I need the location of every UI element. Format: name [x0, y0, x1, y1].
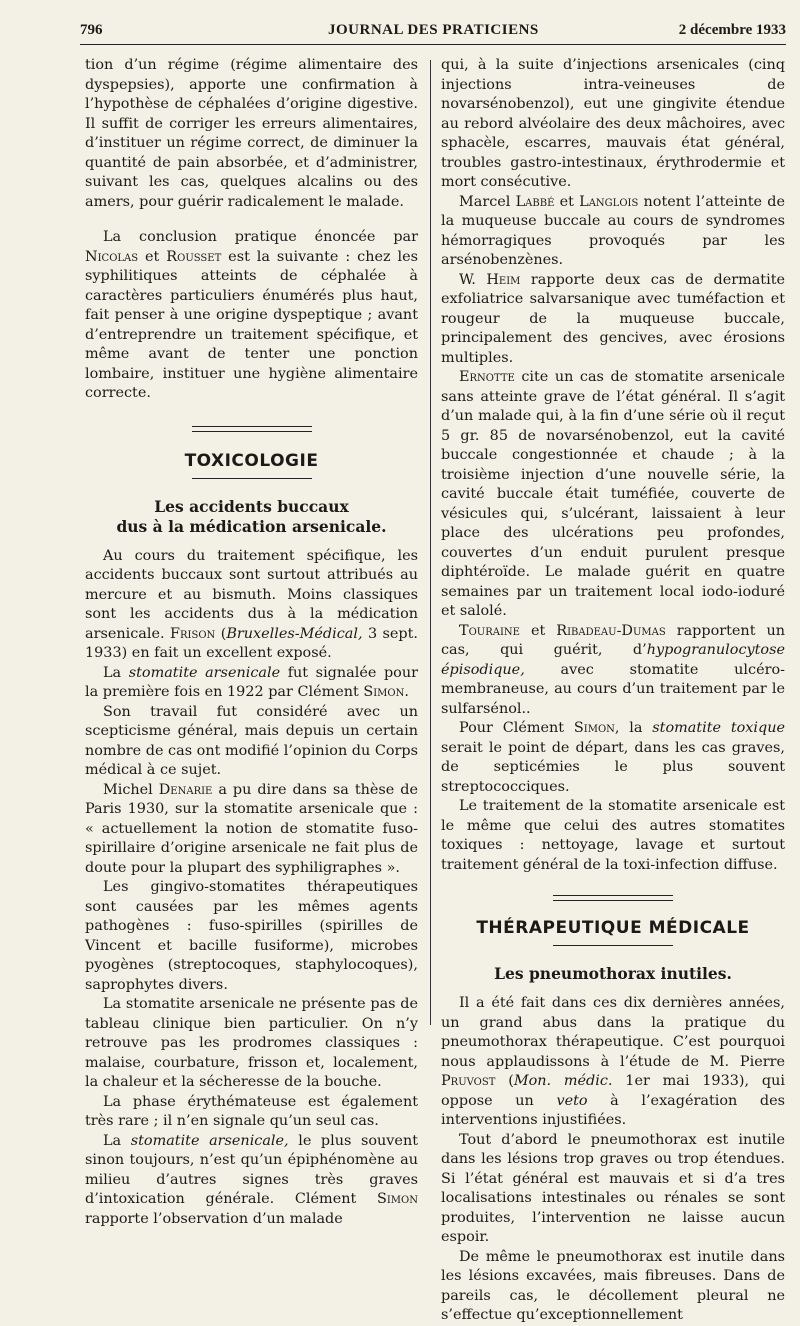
page-number: 796 [80, 22, 103, 38]
paragraph: La phase érythémateuse est également très rare ; il n’en signale qu’un seul cas. [85, 1093, 418, 1129]
paragraph: Pour Clément Simon, la stomatite toxique serait le point de départ, dans les cas graves, de septicémies le plus souvent streptococciques. [441, 720, 785, 795]
author-name: Langlois [579, 193, 639, 210]
paragraph: La stomatite arsenicale, le plus souvent sinon toujours, n’est qu’un épiphénomène au milieu d’autres signes très graves d’intoxication générale. Clément Simon rapporte l’observation d’un malade [85, 1132, 419, 1227]
paragraph: Ernotte cite un cas de stomatite arsenicale sans atteinte grave de l’état général. Il s’agit d’un malade qui, à la fin d’une série où il reçut 5 gr. 85 de novarsénobenzol, eut la cavité buccale congestionnée et chaude ; à la troisième injection d’une nouvelle série, la cavité buccale était tuméfiée, couverte de vésicules qui, s’ulcérant, laissaient à leur place des ulcérations peu profondes, couvertes d’un enduit purulent presque diphtéroïde. Le malade guérit en quatre semaines par un traitement local iodo-ioduré et salolé. [441, 369, 785, 619]
author-name: Simon [363, 684, 405, 700]
paragraph: Les gingivo-stomatites thérapeutiques sont causées par les mêmes agents pathogènes : fuso-spirilles (spirilles de Vincent et bacille fusiforme), microbes pyogènes (streptocoques, staphylocoques), saprophytes divers. [85, 879, 418, 993]
paragraph: Au cours du traitement spécifique, les accidents buccaux sont surtout attribués au mercure et au bismuth. Moins classiques sont les accidents dus à la médication arsenicale. Frison (Bruxelles-Médical, 3 sept. 1933) en fait un excellent exposé. [85, 547, 419, 661]
paragraph: La conclusion pratique énoncée par Nicolas et Rousset est la suivante : chez les syphilitiques atteints de céphalée à caractères particuliers énumérés plus haut, fait penser à une origine dyspeptique ; avant d’entreprendre un traitement spécifique, et même avant de tenter une ponction lombaire, instituer une hygiène alimentaire correcte. [85, 229, 419, 401]
paragraph: La stomatite arsenicale fut signalée pour la première fois en 1922 par Clément Simon. [85, 664, 418, 700]
article-title: Les pneumothorax inutiles. [494, 964, 732, 983]
left-column [85, 56, 418, 1229]
author-name: Ernotte [459, 369, 515, 385]
article-title: dus à la médication arsenicale. [116, 516, 387, 536]
right-column [441, 56, 785, 1326]
paragraph: Touraine et Ribadeau-Dumas rapportent un cas, qui guérit, d’hypogranulocytose épisodique, avec stomatite ulcéro-membraneuse, au cours d’un traitement par le sulfarsénol.. [441, 622, 785, 717]
section-title: TOXICOLOGIE [184, 450, 319, 471]
paragraph: De même le pneumothorax est inutile dans les lésions excavées, mais fibreuses. Dans de pareils cas, le décollement pleural ne s’effectue qu’exceptionnellement [441, 1248, 785, 1323]
author-name: Pruvost [441, 1073, 496, 1089]
paragraph: W. Heim rapporte deux cas de dermatite exfoliatrice salvarsanique avec tuméfaction et rougeur de la muqueuse buccale, principalement des gencives, avec érosions multiples. [441, 271, 785, 366]
author-name: Simon [573, 720, 615, 736]
paragraph: Le traitement de la stomatite arsenicale est le même que celui des autres stomatites toxiques : nettoyage, lavage et surtout traitement général de la toxi-infection diffuse. [441, 798, 785, 873]
author-name: Labbé [515, 193, 555, 210]
author-name: Touraine [459, 622, 520, 639]
journal-title: JOURNAL DES PRATICIENS [328, 22, 539, 38]
paragraph: Michel Denarie a pu dire dans sa thèse de Paris 1930, sur la stomatite arsenicale que : « actuellement la notion de stomatite fuso-spirillaire d’origine arsenicale ne fait plus de doute pour la plupart des syphiligraphes ». [85, 781, 419, 876]
section-title: THÉRAPEUTIQUE MÉDICALE [476, 918, 750, 938]
paragraph: Tout d’abord le pneumothorax est inutile dans les lésions trop graves ou trop étendues. Si l’état général est mauvais et si d’a tres localisations intestinales ou rénales se sont produites, l’intervention ne laisse aucun espoir. [441, 1131, 785, 1245]
column-divider [430, 60, 431, 1025]
issue-date: 2 décembre 1933 [678, 22, 786, 38]
author-name: Rousset [166, 248, 222, 265]
author-name: Ribadeau-Dumas [556, 622, 666, 639]
author-name: Heim [486, 271, 521, 288]
paragraph: La stomatite arsenicale ne présente pas de tableau clinique bien particulier. On n’y retrouve pas les prodromes classiques : malaise, courbature, frisson et, localement, la chaleur et la sécheresse de la bouche. [85, 996, 418, 1090]
author-name: Frison [170, 625, 216, 642]
page-header [80, 14, 786, 45]
paragraph: tion d’un régime (régime alimentaire des dyspepsies), apporte une confirmation à l’hypothèse de céphalées d’origine digestive. Il suffit de corriger les erreurs alimentaires, d’instituer un régime correct, de diminuer la quantité de pain absorbée, et d’administrer, suivant les cas, quelques alcalins ou des amers, pour guérir radicalement le malade. [85, 57, 418, 210]
article-title: Les accidents buccaux [154, 496, 349, 516]
paragraph: qui, à la suite d’injections arsenicales (cinq injections intra-veineuses de novarsénobenzol), eut une gingivite étendue au rebord alvéolaire des deux mâchoires, avec sphacèle, escarres, mauvais état général, troubles gastro-intestinaux, érythrodermie et mort consécutive. [441, 57, 785, 190]
author-name: Denarie [158, 781, 213, 798]
author-name: Simon [377, 1191, 418, 1207]
paragraph: Il a été fait dans ces dix dernières années, un grand abus dans la pratique du pneumothorax thérapeutique. C’est pourquoi nous applaudissons à l’étude de M. Pierre Pruvost (Mon. médic. 1er mai 1933), qui oppose un veto à l’exagération des interventions injustifiées. [441, 995, 786, 1128]
paragraph: Son travail fut considéré avec un scepticisme général, mais depuis un certain nombre de cas ont modifié l’opinion du Corps médical à ce sujet. [85, 703, 419, 778]
paragraph: Marcel Labbé et Langlois notent l’atteinte de la muqueuse buccale au cours de syndromes hémorragiques provoqués par les arsénobenzènes. [441, 193, 786, 268]
author-name: Nicolas [85, 248, 139, 265]
